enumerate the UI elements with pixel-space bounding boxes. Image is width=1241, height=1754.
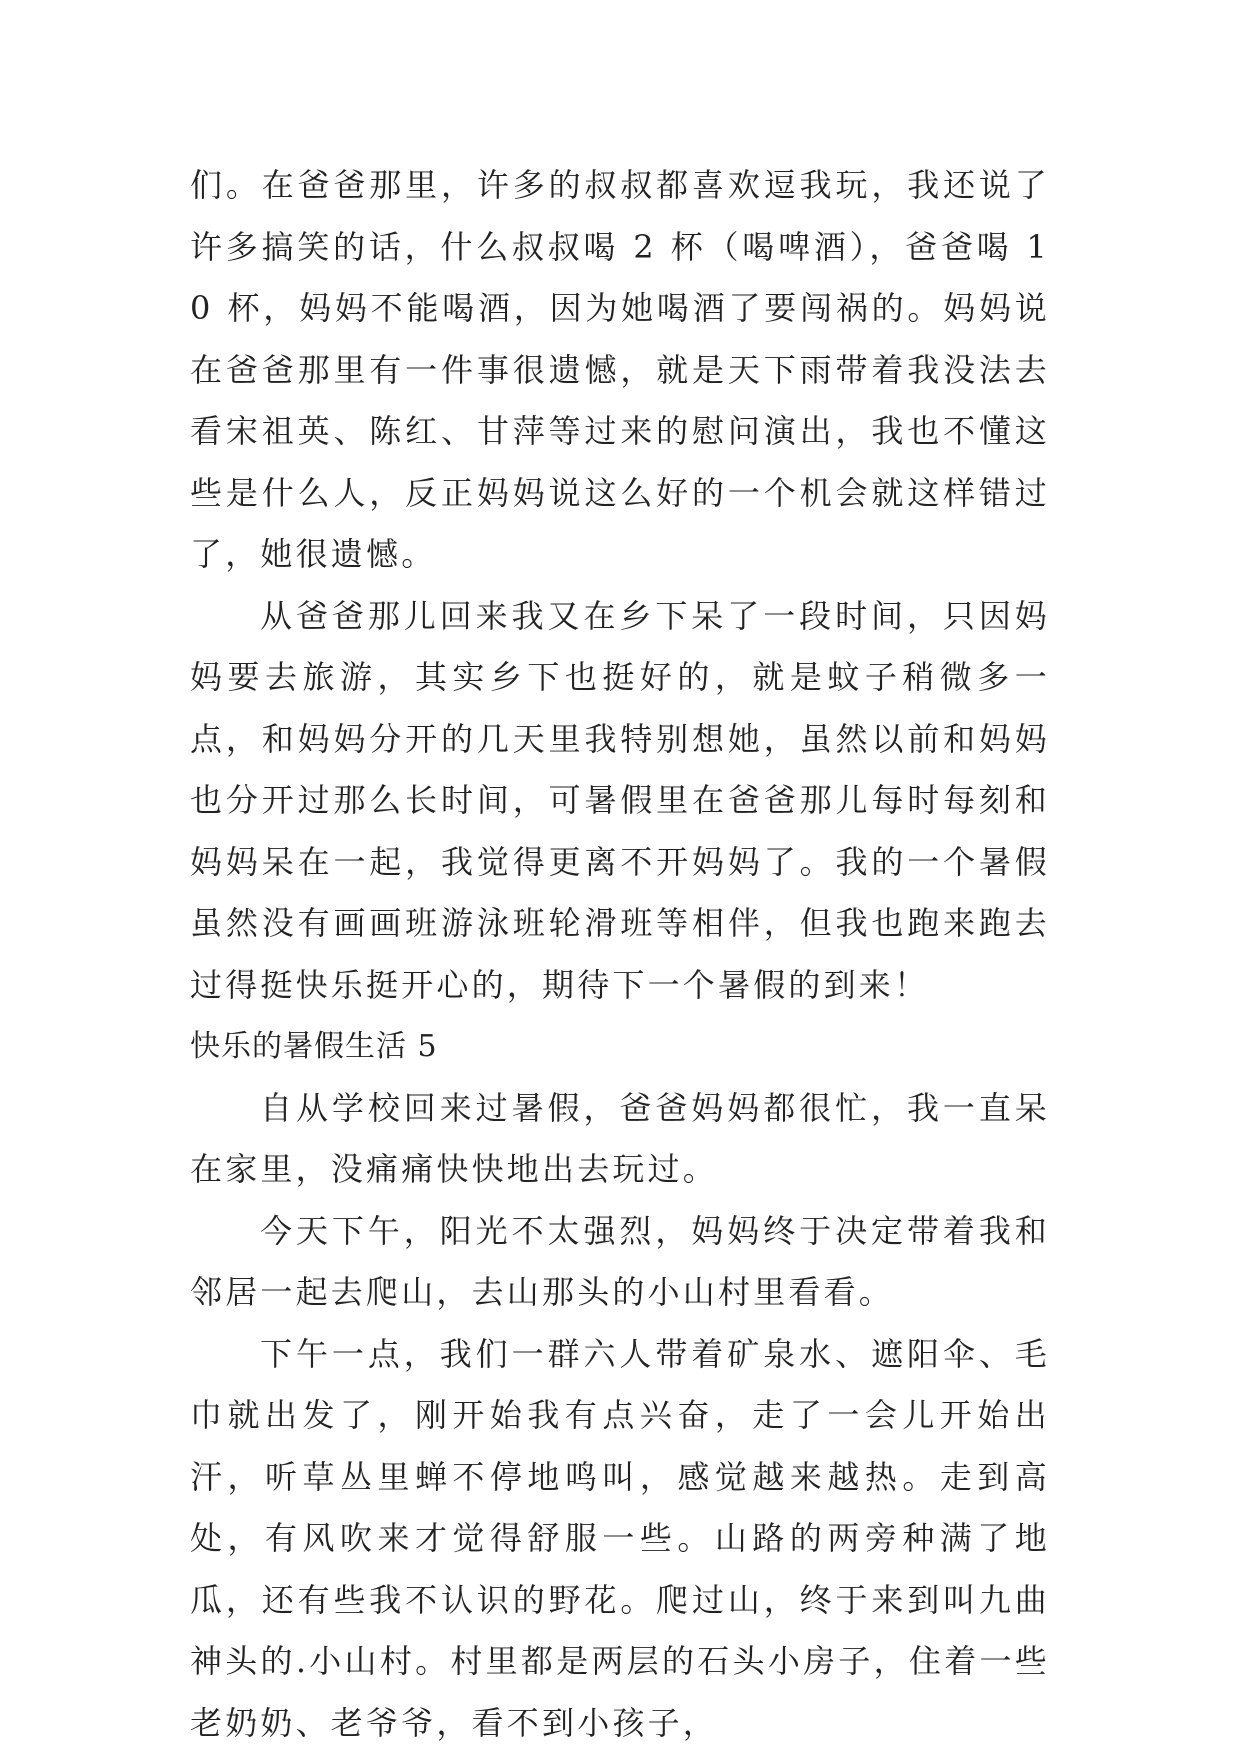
paragraph-return-from-dad: 从爸爸那儿回来我又在乡下呆了一段时间，只因妈妈要去旅游，其实乡下也挺好的，就是蚊子稍微多一点，和妈妈分开的几天里我特别想她，虽然以前和妈妈也分开过那么长时间，可暑假里在爸爸那儿每时每刻和妈妈呆在一起，我觉得更离不开妈妈了。我的一个暑假虽然没有画画班游泳班轮滑班等相伴，但我也跑来跑去过得挺快乐挺开心的，期待下一个暑假的到来！ (190, 596, 1050, 1004)
section-heading: 快乐的暑假生活 5 (190, 1029, 438, 1064)
paragraph-staying-home: 自从学校回来过暑假，爸爸妈妈都很忙，我一直呆在家里，没痛痛快快地出去玩过。 (190, 1088, 1050, 1188)
paragraph-decide-climb: 今天下午，阳光不太强烈，妈妈终于决定带着我和邻居一起去爬山，去山那头的小山村里看看。 (190, 1211, 1050, 1311)
paragraph-continuation: 们。在爸爸那里，许多的叔叔都喜欢逗我玩，我还说了许多搞笑的话，什么叔叔喝 2 杯（喝啤酒），爸爸喝 10 杯，妈妈不能喝酒，因为她喝酒了要闯祸的。妈妈说在爸爸那里有一件事很遗憾，就是天下雨带着我没法去看宋祖英、陈红、甘萍等过来的慰问演出，我也不懂这些是什么人，反正妈妈说这么好的一个机会就这样错过了，她很遗憾。 (190, 166, 1050, 573)
document-body (190, 155, 1050, 1754)
paragraph-hiking-trip: 下午一点，我们一群六人带着矿泉水、遮阳伞、毛巾就出发了，刚开始我有点兴奋，走了一会儿开始出汗，听草丛里蝉不停地鸣叫，感觉越来越热。走到高处，有风吹来才觉得舒服一些。山路的两旁种满了地瓜，还有些我不认识的野花。爬过山，终于来到叫九曲神头的.小山村。村里都是两层的石头小房子，住着一些老奶奶、老爷爷，看不到小孩子， (190, 1334, 1050, 1742)
